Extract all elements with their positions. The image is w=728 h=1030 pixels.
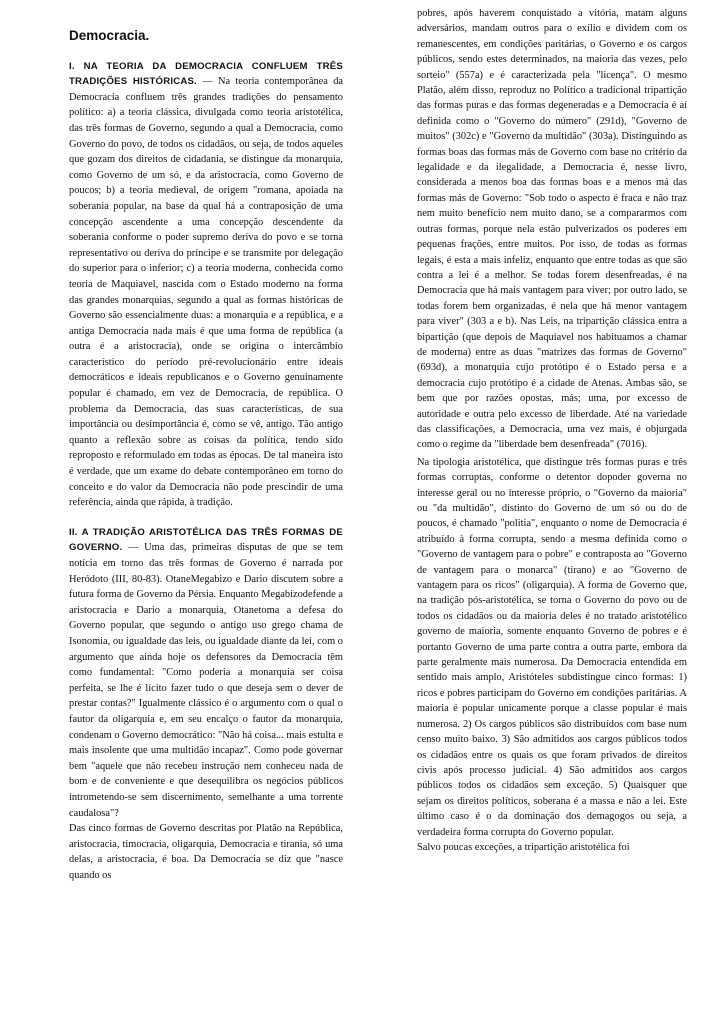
section-2-paragraph-platao: Das cinco formas de Governo descritas por Platão na República, aristocracia, timocracia, oligarquia, Democracia e tirania, só uma delas, a aristocracia, é boa. Da Democracia se diz que "nasce quando os — [69, 823, 343, 881]
left-column — [69, 22, 343, 883]
section-1-paragraph — [69, 59, 343, 511]
section-1-body: — Na teoria contemporânea da Democracia confluem três grandes tradições do pensamento político: a) a teoria clássica, divulgada como teoria aristotélica, das três formas de Governo, segundo a qual a Democracia, como Governo do povo, de todos os cidadãos, ou seja, de todos aqueles que gozam dos direitos de cidadania, se distingue da monarquia, como Governo de um só, e da aristocracia, como Governo de poucos; b) a teoria medieval, de origem "romana, apoiada na soberania popular, na base da qual há a contraposição de uma concepção ascendente a uma concepção descendente da soberania conforme o poder supremo deriva do povo e se torna representativo ou deriva do príncipe e se transmite por delegação do superior para o inferior; c) a teoria moderna, conhecida como teoria de Maquiavel, nascida com o Estado moderno na forma das grandes monarquias, segundo a qual as formas históricas de Governo são essencialmente duas: a monarquia e a república, e a antiga Democracia nada mais é que uma forma de república (a outra é a aristocracia), onde se origina o intercâmbio característico do período pré-revolucionário entre ideais democráticos e ideais republicanos e o Governo genuinamente popular é chamado, em vez de Democracia, de república. O problema da Democracia, das suas características, de sua importância ou desimportância é, como se vê, antigo. Tão antigo quanto a reflexão sobre as coisas da política, tendo sido reproposto e reformulado em todas as épocas. De tal maneira isto é verdade, que um exame do debate contemporâneo em torno do conceito e do valor da Democracia não pode prescindir de uma referência, ainda que rápida, à tradição. — [69, 76, 344, 509]
right-column — [417, 6, 687, 855]
document-title: Democracia. — [69, 28, 150, 43]
section-2-closing-line: Salvo poucas exceções, a tripartição aristotélica foi — [417, 841, 630, 853]
section-2-continuation: pobres, após haverem conquistado a vitória, matam alguns adversários, mandam outros para o exílio e dividem com os remanescentes, em condições paritárias, o Governo e os cargos públicos, sendo estes determinados, na maioria das vezes, pelo sorteio" (557a) e é caracterizada pela "licença". O mesmo Platão, além disso, reproduz no Político a tradicional tripartição das formas puras e das formas degeneradas e a Democracia é aí definida como o "Governo do número" (291d), "Governo de muitos" (302c) e "Governo da multidão" (303a). Distinguindo as formas boas das formas más de Governo com base no critério da legalidade e da ilegalidade, a Democracia é, nesse livro, considerada a menos boa das formas boas e a menos má das formas más de Governo: "Sob todo o aspecto é fraca e não traz nem muito benefício nem muito dano, se a compararmos com outras formas, porque nela estão pulverizados os poderes em pequenas frações, entre muitos. Por isso, de todas as formas legais, é esta a mais infeliz, enquanto que entre todas as que são contra a lei é a melhor. Se todas forem desenfreadas, é na Democracia que há mais vantagem para viver; por outro lado, se todas forem bem organizadas, é nela que há menor vantagem para viver" (303 a e b). Nas Leis, na tripartição clássica entra a bipartição (que depois de Maquiavel nos habituamos a chamar de moderna) entre as duas "matrizes das formas de Governo" (693d), a monarquia cujo protótipo é o Estado persa e a democracia cujo protótipo é a cidade de Atenas. Ambas são, se bem que por razões opostas, más; uma, por excesso de autoridade e outra pelo excesso de liberdade. Até na variedade das classificações, a Democracia, uma vez mais, é objurgada como o regime da "liberdade bem desenfreada" (7016). — [417, 8, 687, 451]
section-2-body-left: — Uma das, primeiras disputas de que se tem notícia em torno das três formas de Governo é narrada por Heródoto (III, 80-83). OtaneMegabizo e Dario discutem sobre a futura forma de Governo da Pérsia. Enquanto Megabizodefende a aristocracia e Dario a monarquia, Otanetoma a defesa do Governo popular, que segundo o antigo uso grego chama de Isonomia, ou igualdade das leis, ou igualdade diante da lei, com o argumento que ainda hoje os defensores da Democracia têm como fundamental: "Como poderia a monarquia ser coisa perfeita, se lhe é lícito fazer tudo o que deseja sem o dever de prestar contas?" Igualmente clássico é o argumento com o qual o fautor da oligarquia e, em seu encalço o fautor da monarquia, condenam o Governo democrático: "Não há coisa... mais estulta e mais insolente que uma multidão incapaz". Como pode governar bem "aquele que não recebeu instrução nem conheceu nada de bom e de conveniente e que desequilibra os negócios públicos intrometendo-se sem discernimento, semelhante a uma torrente caudalosa"? — [69, 542, 343, 819]
section-2-aristotle-paragraph: Na tipologia aristotélica, que distingue três formas puras e três formas corruptas, conforme o detentor dopoder governa no interesse geral ou no interesse próprio, o "Governo da maioria" ou "da multidão", distinto do Governo de um só ou do de poucos, é chamado "politia", enquanto o nome de Democracia é atribuído à forma corrupta, sendo a mesma definida como o "Governo de vantagem para o pobre" e contraposta ao "Governo de vantagem para o monarca" (tirano) e ao "Governo de vantagem para os ricos" (oligarquia). A forma de Governo que, na tradição pós-aristotélica, se torna o Governo do povo ou de todos os cidadãos ou da maioria deles é no tratado aristotélico governo de maioria, somente enquanto Governo de pobres e é portanto Governo de uma parte contra a outra parte, embora da parte geralmente mais numerosa. Da Democracia entendida em sentido mais amplo, Aristóteles subdistingue cinco formas: 1) ricos e pobres participam do Governo em condições paritárias. A maioria é popular unicamente porque a classe popular é mais numerosa. 2) Os cargos públicos são distribuídos com base num censo muito baixo. 3) São admitidos aos cargos públicos todos os cidadãos entre os quais os que foram privados de direitos civis após processo judicial. 4) São admitidos aos cargos públicos todos os cidadãos sem exceção. 5) Quaisquer que sejam os direitos políticos, soberana é a massa e não a lei. Este último caso é o da dominação dos demagogos ou seja, a verdadeira forma corrupta do Governo popular. — [417, 456, 687, 838]
section-2-paragraph — [69, 525, 343, 821]
section-gap — [69, 511, 343, 525]
section-1-heading: I. NA TEORIA DA DEMOCRACIA CONFLUEM TRÊS TRADIÇÕES HISTÓRICAS. — [69, 60, 343, 88]
section-2-heading: II. A TRADIÇÃO ARISTOTÉLICA DAS TRÊS FORMAS DE GOVERNO. — [69, 526, 343, 554]
